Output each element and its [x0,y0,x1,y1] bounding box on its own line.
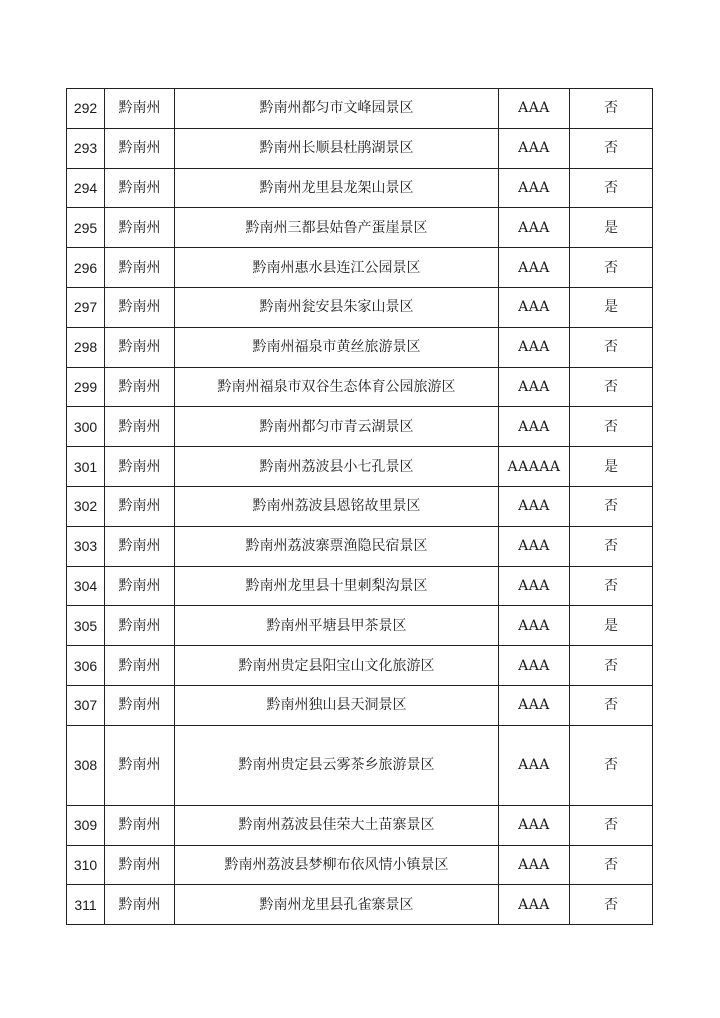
cell-scenic-name: 黔南州荔波县佳荣大土苗寨景区 [175,805,499,845]
cell-grade: AAA [499,287,570,327]
table-row [67,367,653,407]
cell-flag: 否 [570,725,653,805]
cell-scenic-name: 黔南州龙里县孔雀寨景区 [175,885,499,925]
cell-region: 黔南州 [105,447,175,487]
cell-grade: AAA [499,168,570,208]
cell-number: 295 [67,208,105,248]
table-row [67,208,653,248]
cell-number: 305 [67,606,105,646]
table-body [67,89,653,925]
cell-number: 307 [67,685,105,725]
cell-region: 黔南州 [105,89,175,129]
scenic-area-table [66,88,653,925]
cell-flag: 否 [570,407,653,447]
cell-grade: AAA [499,685,570,725]
cell-grade: AAA [499,526,570,566]
cell-scenic-name: 黔南州荔波县小七孔景区 [175,447,499,487]
cell-flag: 否 [570,566,653,606]
table-row [67,128,653,168]
table-row [67,885,653,925]
cell-flag: 否 [570,526,653,566]
cell-flag: 否 [570,168,653,208]
cell-number: 301 [67,447,105,487]
cell-grade: AAA [499,128,570,168]
table-row [67,526,653,566]
cell-grade: AAA [499,646,570,686]
cell-grade: AAA [499,885,570,925]
cell-region: 黔南州 [105,805,175,845]
table-row [67,248,653,288]
cell-grade: AAA [499,327,570,367]
cell-flag: 否 [570,89,653,129]
table-row [67,486,653,526]
table-row [67,566,653,606]
cell-scenic-name: 黔南州惠水县连江公园景区 [175,248,499,288]
cell-grade: AAAAA [499,447,570,487]
cell-scenic-name: 黔南州荔波县梦柳布依风情小镇景区 [175,845,499,885]
cell-scenic-name: 黔南州平塘县甲茶景区 [175,606,499,646]
cell-grade: AAA [499,566,570,606]
cell-scenic-name: 黔南州长顺县杜鹃湖景区 [175,128,499,168]
cell-number: 292 [67,89,105,129]
cell-number: 304 [67,566,105,606]
cell-number: 303 [67,526,105,566]
cell-grade: AAA [499,367,570,407]
cell-grade: AAA [499,89,570,129]
cell-region: 黔南州 [105,327,175,367]
cell-grade: AAA [499,407,570,447]
table-row [67,407,653,447]
cell-grade: AAA [499,805,570,845]
table-row [67,845,653,885]
cell-region: 黔南州 [105,367,175,407]
table-row [67,646,653,686]
cell-region: 黔南州 [105,248,175,288]
cell-flag: 是 [570,447,653,487]
cell-scenic-name: 黔南州瓮安县朱家山景区 [175,287,499,327]
cell-region: 黔南州 [105,287,175,327]
cell-region: 黔南州 [105,646,175,686]
cell-number: 297 [67,287,105,327]
cell-region: 黔南州 [105,566,175,606]
cell-number: 308 [67,725,105,805]
cell-region: 黔南州 [105,526,175,566]
cell-number: 300 [67,407,105,447]
table-row [67,685,653,725]
table-row [67,447,653,487]
table-row [67,606,653,646]
cell-scenic-name: 黔南州龙里县十里刺梨沟景区 [175,566,499,606]
cell-scenic-name: 黔南州荔波县恩铭故里景区 [175,486,499,526]
cell-number: 294 [67,168,105,208]
cell-scenic-name: 黔南州龙里县龙架山景区 [175,168,499,208]
cell-grade: AAA [499,725,570,805]
cell-region: 黔南州 [105,845,175,885]
cell-flag: 否 [570,885,653,925]
cell-region: 黔南州 [105,685,175,725]
cell-flag: 否 [570,248,653,288]
cell-flag: 否 [570,845,653,885]
cell-grade: AAA [499,486,570,526]
cell-scenic-name: 黔南州都匀市青云湖景区 [175,407,499,447]
cell-grade: AAA [499,845,570,885]
cell-number: 298 [67,327,105,367]
table-row [67,287,653,327]
cell-region: 黔南州 [105,486,175,526]
table-row [67,89,653,129]
cell-region: 黔南州 [105,168,175,208]
cell-scenic-name: 黔南州贵定县阳宝山文化旅游区 [175,646,499,686]
cell-region: 黔南州 [105,885,175,925]
cell-scenic-name: 黔南州独山县天洞景区 [175,685,499,725]
cell-region: 黔南州 [105,208,175,248]
cell-flag: 是 [570,287,653,327]
cell-scenic-name: 黔南州福泉市黄丝旅游景区 [175,327,499,367]
cell-region: 黔南州 [105,128,175,168]
cell-number: 293 [67,128,105,168]
cell-number: 311 [67,885,105,925]
cell-region: 黔南州 [105,725,175,805]
cell-flag: 否 [570,646,653,686]
table-row [67,805,653,845]
cell-region: 黔南州 [105,606,175,646]
cell-grade: AAA [499,248,570,288]
table-row [67,725,653,805]
cell-flag: 否 [570,486,653,526]
cell-scenic-name: 黔南州都匀市文峰园景区 [175,89,499,129]
cell-region: 黔南州 [105,407,175,447]
cell-scenic-name: 黔南州荔波寨票渔隐民宿景区 [175,526,499,566]
cell-number: 299 [67,367,105,407]
cell-number: 310 [67,845,105,885]
cell-number: 302 [67,486,105,526]
cell-flag: 否 [570,367,653,407]
cell-scenic-name: 黔南州福泉市双谷生态体育公园旅游区 [175,367,499,407]
cell-flag: 否 [570,685,653,725]
cell-number: 296 [67,248,105,288]
cell-flag: 否 [570,805,653,845]
cell-grade: AAA [499,208,570,248]
cell-number: 306 [67,646,105,686]
cell-flag: 否 [570,128,653,168]
table-row [67,168,653,208]
cell-flag: 否 [570,327,653,367]
cell-flag: 是 [570,208,653,248]
table-row [67,327,653,367]
cell-grade: AAA [499,606,570,646]
cell-scenic-name: 黔南州三都县姑鲁产蛋崖景区 [175,208,499,248]
cell-flag: 是 [570,606,653,646]
cell-scenic-name: 黔南州贵定县云雾茶乡旅游景区 [175,725,499,805]
cell-number: 309 [67,805,105,845]
